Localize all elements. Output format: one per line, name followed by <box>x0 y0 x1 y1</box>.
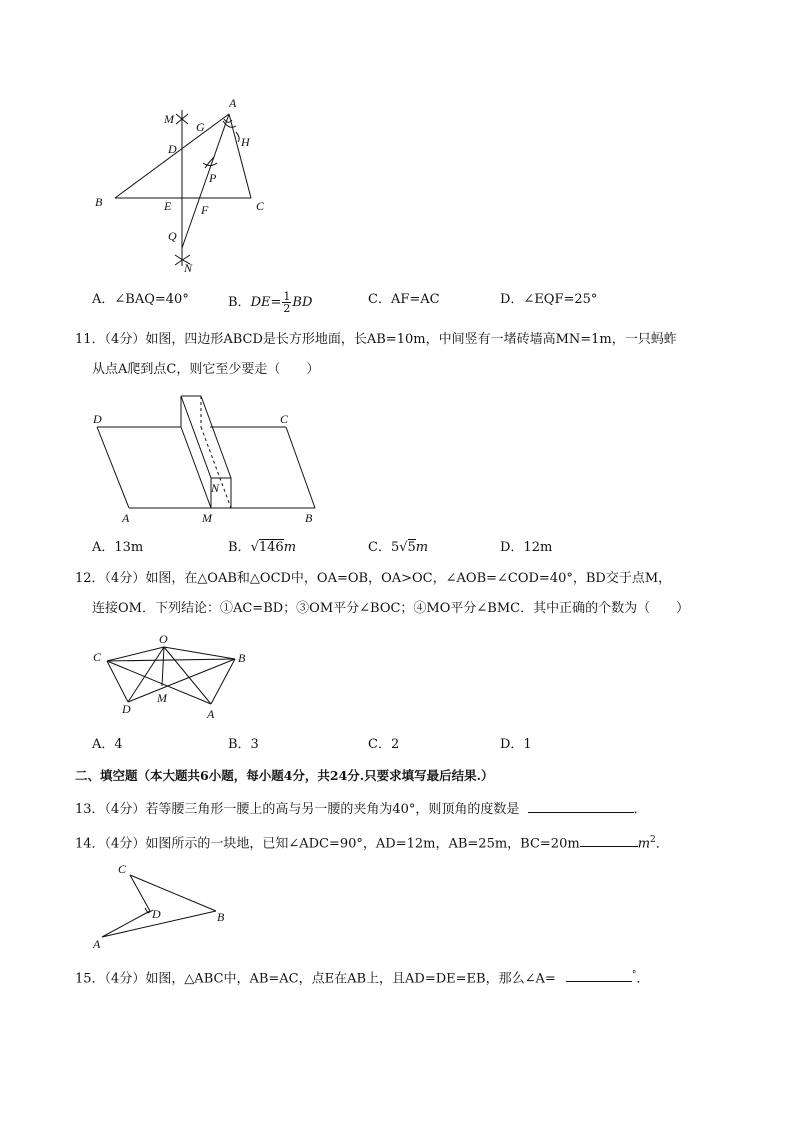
q15-text: 15．（4分）如图，△ABC中，AB=AC，点E在AB上，且AD=DE=EB，那么∠A= <box>75 971 556 987</box>
fig10-label-d: D <box>168 142 177 156</box>
q15-line <box>75 966 649 988</box>
section-heading-fill-in: 二、填空题（本大题共6小题，每小题4分，共24分.只要求填写最后结果.） <box>75 768 494 783</box>
q10-option-d: D．∠EQF=25° <box>500 292 598 307</box>
q11-text-line1: 11．（4分）如图，四边形ABCD是长方形地面，长AB=10m，中间竖有一堵砖墙高MN=1m，一只蚂蚱 <box>75 332 677 347</box>
q15-end: ． <box>636 971 650 987</box>
fig12-label-o: O <box>159 632 168 646</box>
q10-option-b-eq: = <box>270 295 282 310</box>
fig12-label-b: B <box>238 651 246 665</box>
fig10-label-e: E <box>164 199 172 213</box>
fig10-label-f: F <box>201 203 209 217</box>
fig10-label-p: P <box>209 171 217 185</box>
q10-fraction-denominator: 2 <box>283 302 291 315</box>
q15-degree: ° <box>631 970 637 980</box>
fig10-label-h: H <box>241 135 250 149</box>
q10-option-b-bd: BD <box>292 295 313 310</box>
fig12-label-d: D <box>122 702 131 716</box>
sqrt-icon: √ <box>250 540 259 555</box>
q12-option-a: A．4 <box>92 737 123 752</box>
fig11-label-b: B <box>305 511 313 525</box>
q11-option-c-unit: m <box>415 540 429 555</box>
q11-option-c-prefix: C．5 <box>368 540 400 555</box>
fig14-label-d: D <box>152 907 161 921</box>
q10-option-a: A．∠BAQ=40° <box>92 292 189 307</box>
fig10-label-n: N <box>184 261 193 275</box>
fig12-label-m: M <box>157 691 167 705</box>
fig10-label-b: B <box>95 195 103 209</box>
q11-option-c-radicand: 5 <box>407 540 416 555</box>
q11-option-b-prefix: B． <box>228 540 251 555</box>
q14-end: ． <box>655 836 669 852</box>
q12-option-d: D．1 <box>500 737 532 752</box>
fig14-label-c: C <box>118 862 127 876</box>
q10-option-b-de: DE <box>250 295 271 310</box>
q10-option-c: C．AF=AC <box>368 292 440 307</box>
q12-option-b: B．3 <box>228 737 259 752</box>
fig11-label-a: A <box>122 511 130 525</box>
q11-option-a: A．13m <box>92 540 144 555</box>
fig12-label-a: A <box>207 707 215 721</box>
fig10-label-m: M <box>164 112 174 126</box>
q11-text-line2: 从点A爬到点C，则它至少要走（ ） <box>92 362 320 377</box>
fig11-label-c: C <box>280 412 289 426</box>
fig14-label-b: B <box>217 910 225 924</box>
q13-end: ． <box>633 802 647 817</box>
q12-option-c: C．2 <box>368 737 400 752</box>
fig10-label-c: C <box>256 199 265 213</box>
fig10-label-g: G <box>196 120 205 134</box>
q11-option-d: D．12m <box>500 540 553 555</box>
fig11-label-n: N <box>211 481 220 495</box>
q10-option-b-prefix: B． <box>228 295 251 310</box>
fig10-label-a: A <box>229 96 237 110</box>
fig11-label-m: M <box>202 511 212 525</box>
q10-fraction-numerator: 1 <box>283 290 291 303</box>
q11-option-b-unit: m <box>283 540 297 555</box>
q14-text: 14．（4分）如图所示的一块地，已知∠ADC=90°，AD=12m，AB=25m，BC=20m <box>75 836 580 852</box>
q11-option-b-radicand: 146 <box>258 540 284 555</box>
fig11-label-d: D <box>93 412 102 426</box>
q12-text-line1: 12．（4分）如图，在△OAB和△OCD中，OA=OB，OA>OC，∠AOB=∠COD=40°，BD交于点M， <box>75 571 672 586</box>
fig10-label-q: Q <box>168 229 177 243</box>
q12-text-line2: 连接OM．下列结论：①AC=BD；③OM平分∠BOC；④MO平分∠BMC．其中正确的个数为（ ） <box>92 601 690 616</box>
fig14-label-a: A <box>93 937 101 951</box>
q13-text: 13．（4分）若等腰三角形一腰上的高与另一腰的夹角为40°，则顶角的度数是 <box>75 802 520 817</box>
q14-unit: m <box>637 836 651 852</box>
sqrt-icon: √ <box>399 540 408 555</box>
q14-unit-exponent: 2 <box>650 835 656 845</box>
q15-answer-blank[interactable] <box>566 969 632 982</box>
fig12-label-c: C <box>93 650 102 664</box>
